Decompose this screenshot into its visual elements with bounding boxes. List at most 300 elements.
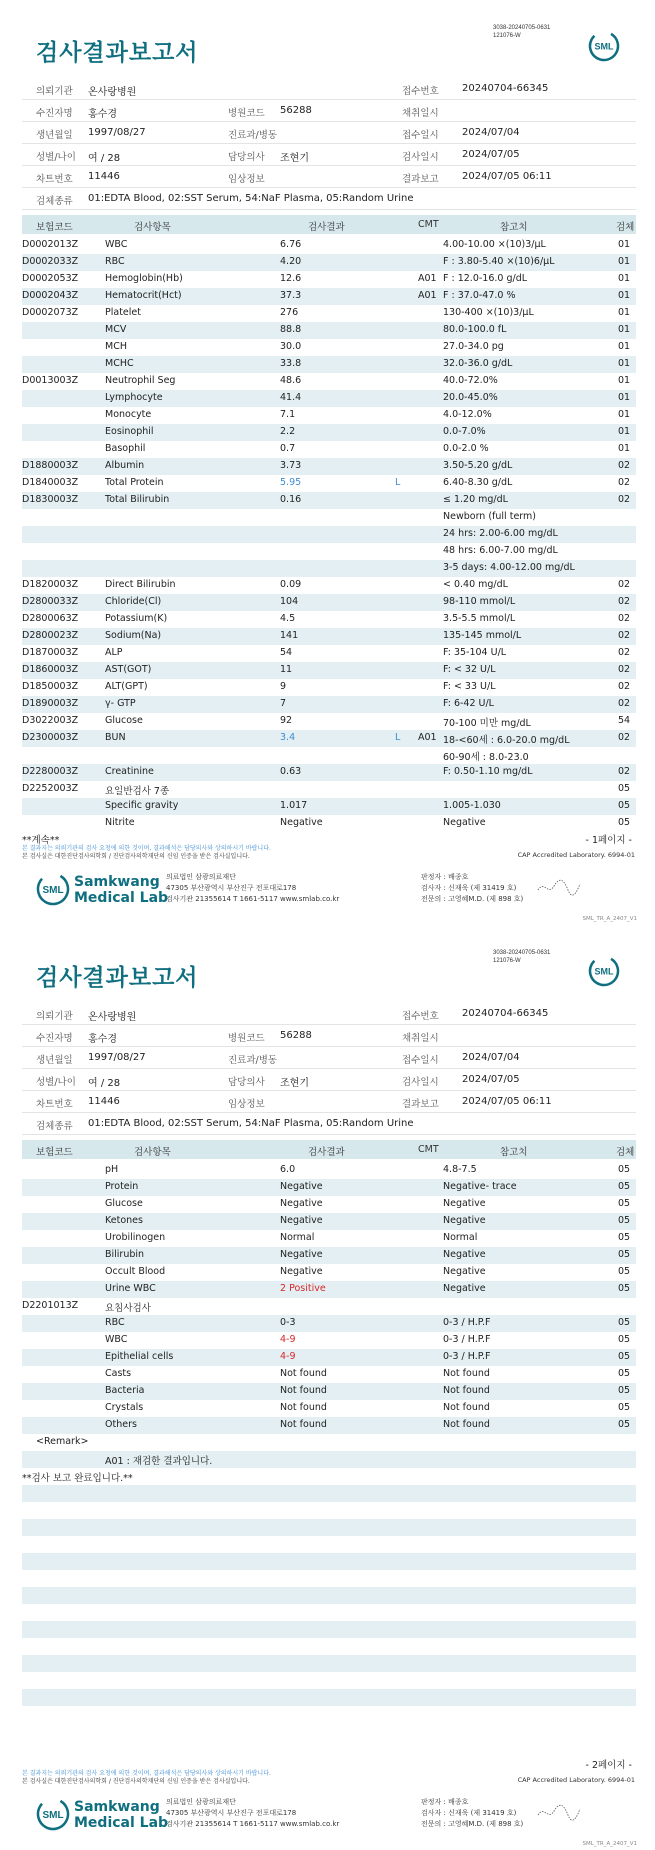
specimen-code: 02 [618,698,631,709]
insurance-code: D0002073Z [22,307,79,318]
reference-range: 0-3 / H.P.F [443,1351,491,1362]
test-name: MCH [105,341,127,352]
insurance-code: D2280003Z [22,766,79,777]
specimen-code: 05 [618,1385,631,1396]
reference-range: 130-400 ×(10)3/μL [443,307,534,318]
table-row [22,662,636,679]
table-row [22,730,636,747]
specimen-code: 02 [618,681,631,692]
table-row [22,1264,636,1281]
test-name: WBC [105,239,128,250]
insurance-code: D2252003Z [22,783,79,794]
table-row [22,1281,636,1298]
table-row [22,1213,636,1230]
reference-range: 4.0-12.0% [443,409,492,420]
reference-range: 32.0-36.0 g/dL [443,358,513,369]
label-doctor: 담당의사 [228,152,265,163]
specimen-code: 05 [618,1198,631,1209]
test-name: MCHC [105,358,134,369]
test-result: 6.0 [280,1164,296,1175]
table-row [22,492,636,509]
insurance-code: D3022003Z [22,715,79,726]
table-row [22,1366,636,1383]
test-name: 요일반검사 7종 [105,786,170,797]
table-row [22,390,636,407]
test-result: 0.7 [280,443,296,454]
reference-range: 80.0-100.0 fL [443,324,507,335]
insurance-code: D0002053Z [22,273,79,284]
insurance-code: D1860003Z [22,664,79,675]
reference-range: 70-100 미만 mg/dL [443,718,531,729]
reference-range: 4.8-7.5 [443,1164,477,1175]
empty-row [22,1672,636,1689]
label-dept: 진료과/병동 [228,130,278,141]
specimen-code: 01 [618,392,631,403]
test-name: Lymphocyte [105,392,163,403]
reference-range: 98-110 mmol/L [443,596,516,607]
table-row [22,1196,636,1213]
label-sex-age: 성별/나이 [36,152,76,163]
insurance-code: D1880003Z [22,460,79,471]
reference-range: 3.5-5.5 mmol/L [443,613,516,624]
test-result: 12.6 [280,273,302,284]
table-row [22,475,636,492]
report-codes: 3038-20240705-0631 121076-W [493,950,551,964]
reference-range: Negative [443,817,486,828]
test-result: 92 [280,715,293,726]
test-result: 4-9 [280,1351,296,1362]
test-result: 54 [280,647,293,658]
specimen-code: 02 [618,732,631,743]
specimen-code: 02 [618,630,631,641]
test-name: BUN [105,732,126,743]
page-number: - 2페이지 - [585,1760,632,1771]
test-name: Others [105,1419,137,1430]
table-row [22,1332,636,1349]
label-receipt-no: 접수번호 [402,86,439,97]
table-row [22,815,636,832]
specimen-code: 02 [618,477,631,488]
table-row [22,645,636,662]
reference-range: 40.0-72.0% [443,375,498,386]
test-result: 41.4 [280,392,302,403]
remark-a01: A01 : 재검한 결과입니다. [22,1451,636,1468]
test-name: ALT(GPT) [105,681,148,692]
reference-range: 24 hrs: 2.00-6.00 mg/dL [443,528,558,539]
reference-range: F: 6-42 U/L [443,698,494,709]
reference-range: 3.50-5.20 g/dL [443,460,513,471]
test-result: 5.95 [280,477,302,488]
empty-row [22,1570,636,1587]
insurance-code: D1820003Z [22,579,79,590]
test-result: 0-3 [280,1317,296,1328]
patient-header: 의뢰기관 온사랑병원 접수번호 20240704-66345 수진자명 홍수경 병원코드 56288 채취일시 생년월일 1997/08/27 진료과/병동 접수일시 2024/07/04 성별/나이 여 / 28 담당의사 조현기 검사일시 2024/07/05 차트번호 11446 임상정보 결과보고 2024/07/05 06:11 검체종류 01:EDTA Blood, 02:SST Serum, 54:NaF Plasma, 05:Random Urine [22,1003,636,1135]
report-codes: 3038-20240705-0631 121076-W [493,25,551,39]
comment-code: A01 [418,732,437,743]
reference-range: Newborn (full term) [443,511,536,522]
test-name: Monocyte [105,409,152,420]
empty-row [22,1519,636,1536]
test-name: γ- GTP [105,698,136,709]
reference-range: 0-3 / H.P.F [443,1334,491,1345]
empty-row [22,1604,636,1621]
value-hospital-code: 56288 [280,105,312,116]
comment-code: A01 [418,273,437,284]
table-row [22,339,636,356]
lab-address: 의료법인 삼광의료재단 47305 부산광역시 부산진구 전포대로178 검사기관 21355614 T 1661-5117 www.smlab.co.kr [166,873,340,903]
specimen-code: 05 [618,1419,631,1430]
test-result: 88.8 [280,324,302,335]
reference-range: Not found [443,1368,490,1379]
insurance-code: D1870003Z [22,647,79,658]
test-name: Protein [105,1181,139,1192]
test-name: Bilirubin [105,1249,145,1260]
label-hospital-code: 병원코드 [228,108,265,119]
remark-title: <Remark> [36,1436,89,1447]
results-table-header: 보험코드 검사항목 검사결과 CMT 참고치 검체 [22,1140,636,1159]
table-row [22,424,636,441]
value-birth: 1997/08/27 [88,127,146,138]
specimen-code: 05 [618,1334,631,1345]
value-specimen: 01:EDTA Blood, 02:SST Serum, 54:NaF Plasma, 05:Random Urine [88,193,414,204]
test-result: Negative [280,1266,323,1277]
value-test-date: 2024/07/05 [462,149,520,160]
results-table-page-1 [22,237,636,832]
specimen-code: 05 [618,1181,631,1192]
label-specimen: 검체종류 [36,196,73,207]
empty-row [22,1621,636,1638]
reference-range: F: < 32 U/L [443,664,496,675]
test-result: 2.2 [280,426,296,437]
insurance-code: D1840003Z [22,477,79,488]
test-name: Albumin [105,460,145,471]
specimen-code: 05 [618,1266,631,1277]
test-name: AST(GOT) [105,664,152,675]
test-name: Hemoglobin(Hb) [105,273,183,284]
test-result: 104 [280,596,299,607]
reference-range: 18-<60세 : 6.0-20.0 mg/dL [443,735,570,746]
reference-range: F : 37.0-47.0 % [443,290,516,301]
empty-row [22,1553,636,1570]
table-row [22,1349,636,1366]
test-name: Creatinine [105,766,154,777]
cap-accreditation: CAP Accredited Laboratory. 6994-01 [517,1776,635,1784]
specimen-code: 01 [618,409,631,420]
test-name: pH [105,1164,119,1175]
empty-row [22,1638,636,1655]
test-result: 48.6 [280,375,302,386]
reference-range: Negative- trace [443,1181,517,1192]
specimen-code: 05 [618,1283,631,1294]
reference-range: F : 12.0-16.0 g/dL [443,273,528,284]
label-institution: 의뢰기관 [36,86,73,97]
disclaimer-note: 본 결과지는 의뢰기관의 검사 요청에 의한 것이며, 결과해석은 담당의사와 상의하시기 바랍니다. [22,845,271,852]
specimen-code: 05 [618,783,631,794]
sml-logo-icon [588,955,620,987]
specimen-code: 02 [618,494,631,505]
test-result: 30.0 [280,341,302,352]
table-row [22,1162,636,1179]
sml-logo-icon [588,30,620,62]
test-result: Negative [280,1198,323,1209]
reference-range: 6.40-8.30 g/dL [443,477,513,488]
insurance-code: D2800033Z [22,596,79,607]
value-report-date: 2024/07/05 06:11 [462,171,552,182]
test-name: WBC [105,1334,128,1345]
test-name: Sodium(Na) [105,630,162,641]
test-name: Crystals [105,1402,144,1413]
table-row [22,781,636,798]
table-row [22,509,636,526]
table-row [22,594,636,611]
test-result: 1.017 [280,800,308,811]
reference-range: F: 0.50-1.10 mg/dL [443,766,533,777]
specimen-code: 01 [618,324,631,335]
table-row [22,305,636,322]
reference-range: Negative [443,1266,486,1277]
table-row [22,441,636,458]
empty-row [22,1536,636,1553]
test-result: 0.63 [280,766,302,777]
continued-label: **계속** [22,835,60,846]
table-row [22,271,636,288]
specimen-code: 01 [618,426,631,437]
test-result: 4.5 [280,613,296,624]
table-row [22,237,636,254]
insurance-code: D1890003Z [22,698,79,709]
test-name: RBC [105,1317,125,1328]
value-chart: 11446 [88,171,120,182]
label-patient: 수진자명 [36,108,73,119]
label-clinical: 임상정보 [228,174,265,185]
test-result: 2 Positive [280,1283,326,1294]
table-row [22,696,636,713]
value-receipt-date: 2024/07/04 [462,127,520,138]
empty-row [22,1706,636,1723]
signature-icon [536,1801,581,1825]
test-result: 3.73 [280,460,302,471]
result-flag: L [395,732,401,743]
reference-range: 1.005-1.030 [443,800,501,811]
table-row [22,1383,636,1400]
insurance-code: D2800023Z [22,630,79,641]
table-row [22,1298,636,1315]
value-doctor: 조현기 [280,153,309,164]
specimen-code: 01 [618,273,631,284]
specimen-code: 54 [618,715,631,726]
empty-row [22,1587,636,1604]
table-row [22,1230,636,1247]
specimen-code: 05 [618,800,631,811]
test-result: Negative [280,1249,323,1260]
test-result: 4-9 [280,1334,296,1345]
form-id: SML_TR_A_2407_V1 [582,916,637,922]
table-row [22,798,636,815]
specimen-code: 05 [618,1215,631,1226]
table-row [22,407,636,424]
test-result: Not found [280,1402,327,1413]
test-result: 276 [280,307,299,318]
label-chart: 차트번호 [36,174,73,185]
reference-range: ≤ 1.20 mg/dL [443,494,508,505]
reference-range: Negative [443,1283,486,1294]
label-receipt-date: 접수일시 [402,130,439,141]
value-institution: 온사랑병원 [88,87,137,98]
svg-text:SML: SML [42,1810,64,1821]
specimen-code: 05 [618,1164,631,1175]
specimen-code: 05 [618,1249,631,1260]
test-result: 4.20 [280,256,302,267]
test-name: Platelet [105,307,141,318]
value-sex-age: 여 / 28 [88,153,121,164]
table-row [22,373,636,390]
disclaimer-note: 본 결과지는 의뢰기관의 검사 요청에 의한 것이며, 결과해석은 담당의사와 상의하시기 바랍니다. [22,1770,271,1777]
sml-logo-icon [36,1797,70,1831]
table-row [22,713,636,730]
test-name: Urine WBC [105,1283,156,1294]
comment-code: A01 [418,290,437,301]
insurance-code: D1850003Z [22,681,79,692]
label-collect-date: 채취일시 [402,108,439,119]
signature-icon [536,876,581,900]
form-id: SML_TR_A_2407_V1 [582,1841,637,1847]
svg-text:SML: SML [594,966,614,977]
reference-range: Negative [443,1215,486,1226]
table-row [22,1179,636,1196]
test-name: Eosinophil [105,426,154,437]
cap-accreditation: CAP Accredited Laboratory. 6994-01 [517,851,635,859]
reference-range: 48 hrs: 6.00-7.00 mg/dL [443,545,558,556]
specimen-code: 01 [618,375,631,386]
signatories: 판정자 : 배종호 검사자 : 신재욱 (제 31419 호) 전문의 : 고영혜M.D. (제 898 호) [421,1798,524,1828]
specimen-code: 02 [618,647,631,658]
specimen-code: 01 [618,443,631,454]
table-row [22,1315,636,1332]
specimen-code: 01 [618,307,631,318]
test-result: Not found [280,1368,327,1379]
reference-range: F: 35-104 U/L [443,647,507,658]
signatories: 판정자 : 배종호 검사자 : 신재욱 (제 31419 호) 전문의 : 고영혜M.D. (제 898 호) [421,873,524,903]
report-page-2 [0,925,655,1850]
specimen-code: 02 [618,460,631,471]
label-birth: 생년월일 [36,130,73,141]
table-row [22,1400,636,1417]
specimen-code: 01 [618,358,631,369]
lab-footer [36,868,636,918]
reference-range: 20.0-45.0% [443,392,498,403]
lab-name: Samkwang Medical Lab [74,1799,169,1831]
test-result: 37.3 [280,290,302,301]
empty-row [22,1689,636,1706]
test-result: 3.4 [280,732,296,743]
reference-range: Not found [443,1385,490,1396]
reference-range: 3-5 days: 4.00-12.00 mg/dL [443,562,575,573]
test-result: Not found [280,1419,327,1430]
test-name: Epithelial cells [105,1351,174,1362]
label-test-date: 검사일시 [402,152,439,163]
reference-range: Negative [443,1249,486,1260]
table-row [22,356,636,373]
test-name: Glucose [105,715,143,726]
test-name: MCV [105,324,127,335]
insurance-code: D2800063Z [22,613,79,624]
test-name: Chloride(Cl) [105,596,162,607]
specimen-code: 05 [618,1232,631,1243]
insurance-code: D0002013Z [22,239,79,250]
test-name: Ketones [105,1215,143,1226]
test-result: 141 [280,630,299,641]
test-name: Direct Bilirubin [105,579,176,590]
specimen-code: 05 [618,1402,631,1413]
table-row [22,560,636,577]
test-result: Negative [280,1215,323,1226]
insurance-code: D0002033Z [22,256,79,267]
test-name: Total Bilirubin [105,494,170,505]
specimen-code: 02 [618,613,631,624]
table-row [22,577,636,594]
test-name: Potassium(K) [105,613,168,624]
accreditation-note: 본 검사실은 대한진단검사의학회 / 진단검사의학재단의 신임 인증을 받은 검사실입니다. [22,853,250,860]
test-result: 7.1 [280,409,296,420]
label-report-date: 결과보고 [402,174,439,185]
test-name: Casts [105,1368,132,1379]
table-row [22,611,636,628]
reference-range: Not found [443,1419,490,1430]
specimen-code: 01 [618,290,631,301]
lab-footer [36,1793,636,1843]
table-row [22,1247,636,1264]
table-row [22,254,636,271]
empty-row [22,1502,636,1519]
test-result: Not found [280,1385,327,1396]
test-name: Occult Blood [105,1266,166,1277]
test-name: Bacteria [105,1385,145,1396]
table-row [22,543,636,560]
test-name: Specific gravity [105,800,179,811]
svg-text:SML: SML [42,885,64,896]
table-row [22,322,636,339]
specimen-code: 01 [618,239,631,250]
test-name: 요침사검사 [105,1303,151,1314]
reference-range: 135-145 mmol/L [443,630,522,641]
specimen-code: 01 [618,341,631,352]
specimen-code: 02 [618,579,631,590]
reference-range: 27.0-34.0 pg [443,341,504,352]
table-row [22,764,636,781]
specimen-code: 02 [618,596,631,607]
reference-range: F: < 33 U/L [443,681,496,692]
specimen-code: 05 [618,1317,631,1328]
test-result: Negative [280,817,323,828]
reference-range: 60-90세 : 8.0-23.0 [443,752,529,763]
test-name: Total Protein [105,477,164,488]
table-row [22,1417,636,1434]
reference-range: Not found [443,1402,490,1413]
test-name: Neutrophil Seg [105,375,176,386]
insurance-code: D2300003Z [22,732,79,743]
table-row [22,747,636,764]
result-flag: L [395,477,401,488]
test-name: Basophil [105,443,146,454]
test-result: 6.76 [280,239,302,250]
svg-text:SML: SML [594,41,614,52]
specimen-code: 02 [618,664,631,675]
reference-range: 4.00-10.00 ×(10)3/μL [443,239,546,250]
results-table-page-2 [22,1162,636,1723]
accreditation-note: 본 검사실은 대한진단검사의학회 / 진단검사의학재단의 신임 인증을 받은 검사실입니다. [22,1778,250,1785]
test-name: Glucose [105,1198,143,1209]
results-table-header: 보험코드 검사항목 검사결과 CMT 참고치 검체 [22,215,636,234]
